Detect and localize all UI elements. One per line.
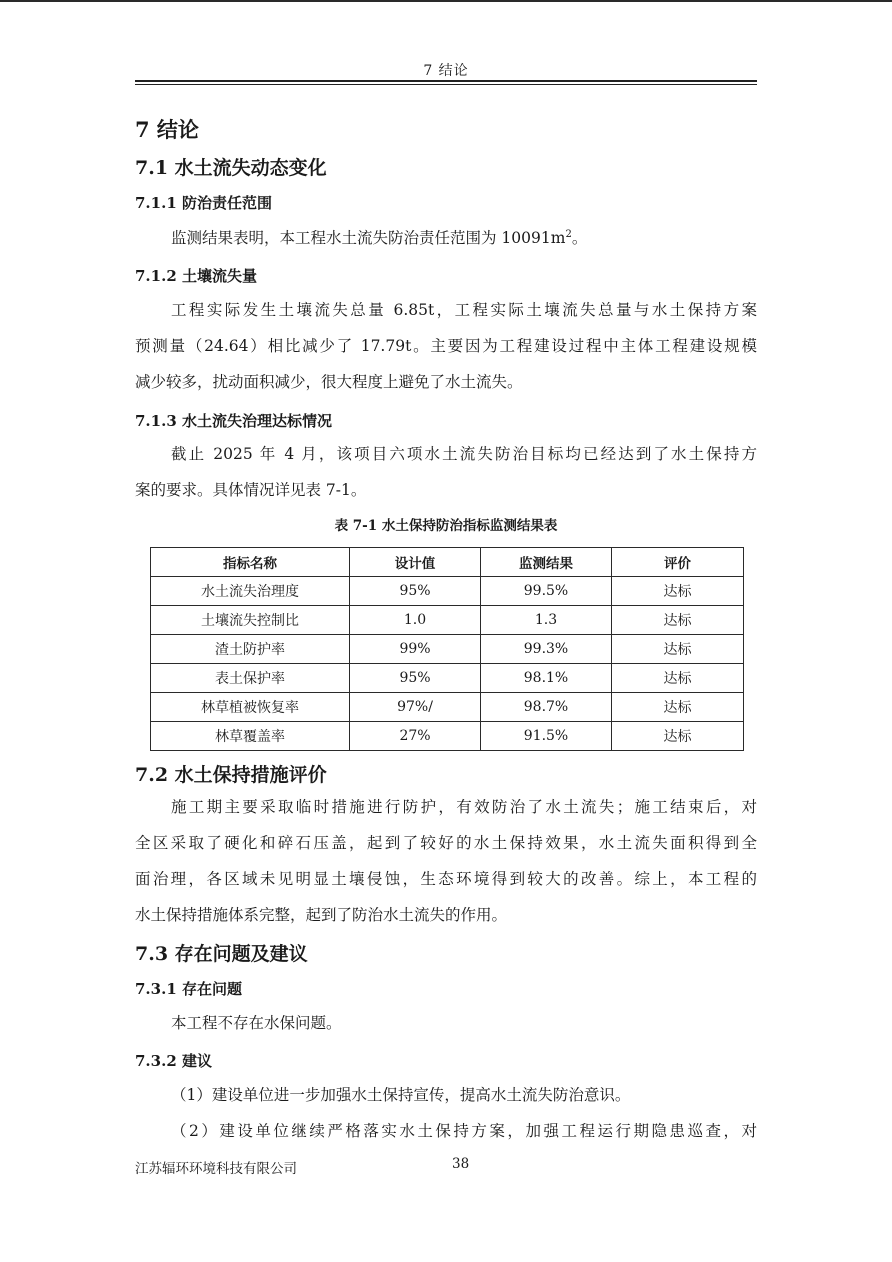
table-row <box>151 664 744 693</box>
section-7-1-3-paragraph <box>135 436 757 508</box>
paragraph-line: 预测量（24.64）相比减少了 17.79t。主要因为工程建设过程中主体工程建设规模 <box>135 337 757 355</box>
table-row <box>151 577 744 606</box>
header-rule-thick <box>135 80 757 82</box>
table-row <box>151 693 744 722</box>
header-rule-thin <box>135 84 757 85</box>
section-7-3-2-title: 7.3.2 建议 <box>135 1052 212 1070</box>
section-7-1-1-title: 7.1.1 防治责任范围 <box>135 194 272 212</box>
table-cell: 达标 <box>612 722 744 751</box>
section-7-1-1-paragraph <box>135 220 757 256</box>
table-row <box>151 635 744 664</box>
table-cell: 99.3% <box>481 635 612 664</box>
paragraph-line: 面治理，各区域未见明显土壤侵蚀，生态环境得到较大的改善。综上，本工程的 <box>135 870 757 888</box>
table-cell: 99.5% <box>481 577 612 606</box>
table-caption: 表 7-1 水土保持防治指标监测结果表 <box>334 518 558 534</box>
table-row <box>151 606 744 635</box>
table-row <box>151 722 744 751</box>
paragraph-line: 案的要求。具体情况详见表 7-1。 <box>135 481 367 499</box>
chapter-title: 7 结论 <box>135 117 199 142</box>
table-cell: 91.5% <box>481 722 612 751</box>
section-7-2-paragraph <box>135 789 757 933</box>
footer-company: 江苏辐环环境科技有限公司 <box>135 1161 297 1177</box>
table-header-cell: 指标名称 <box>151 548 350 577</box>
table-cell: 98.1% <box>481 664 612 693</box>
table-cell: 95% <box>350 664 481 693</box>
table-header-row <box>151 548 744 577</box>
paragraph-line: 工程实际发生土壤流失总量 6.85t，工程实际土壤流失总量与水土保持方案 <box>171 301 757 319</box>
table-cell: 98.7% <box>481 693 612 722</box>
table-cell: 达标 <box>612 635 744 664</box>
table-cell: 渣土防护率 <box>151 635 350 664</box>
table-cell: 林草植被恢复率 <box>151 693 350 722</box>
table-cell: 99% <box>350 635 481 664</box>
table-header-cell: 监测结果 <box>481 548 612 577</box>
table-cell: 土壤流失控制比 <box>151 606 350 635</box>
page-number: 38 <box>452 1156 470 1172</box>
table-cell: 95% <box>350 577 481 606</box>
suggestion-item: （2）建设单位继续严格落实水土保持方案，加强工程运行期隐患巡查，对 <box>171 1122 757 1140</box>
table-cell: 97%/ <box>350 693 481 722</box>
paragraph-line: 本工程不存在水保问题。 <box>171 1014 342 1032</box>
section-7-2-title: 7.2 水土保持措施评价 <box>135 764 327 786</box>
section-7-3-1-paragraph <box>135 1005 757 1041</box>
paragraph-line: 全区采取了硬化和碎石压盖，起到了较好的水土保持效果，水土流失面积得到全 <box>135 834 757 852</box>
section-7-1-title: 7.1 水土流失动态变化 <box>135 157 327 179</box>
section-7-3-2-list <box>135 1077 757 1149</box>
paragraph-line: 减少较多，扰动面积减少，很大程度上避免了水土流失。 <box>135 373 523 391</box>
section-7-1-3-title: 7.1.3 水土流失治理达标情况 <box>135 412 332 430</box>
table-cell: 达标 <box>612 664 744 693</box>
section-7-3-title: 7.3 存在问题及建议 <box>135 943 308 965</box>
section-7-1-2-title: 7.1.2 土壤流失量 <box>135 267 257 285</box>
responsibility-text: 监测结果表明，本工程水土流失防治责任范围为 10091m <box>171 229 566 247</box>
suggestion-item: （1）建设单位进一步加强水土保持宣传，提高水土流失防治意识。 <box>171 1086 631 1104</box>
running-header: 7 结论 <box>423 63 469 79</box>
table-cell: 27% <box>350 722 481 751</box>
table-cell: 1.0 <box>350 606 481 635</box>
table-header-cell: 评价 <box>612 548 744 577</box>
table-cell: 水土流失治理度 <box>151 577 350 606</box>
table-cell: 林草覆盖率 <box>151 722 350 751</box>
section-7-1-2-paragraph <box>135 292 757 400</box>
table-cell: 表土保护率 <box>151 664 350 693</box>
paragraph-line: 水土保持措施体系完整，起到了防治水土流失的作用。 <box>135 906 508 924</box>
top-border-line <box>0 0 892 2</box>
paragraph-line: 施工期主要采取临时措施进行防护，有效防治了水土流失；施工结束后，对 <box>171 798 757 816</box>
section-7-3-1-title: 7.3.1 存在问题 <box>135 980 242 998</box>
table-cell: 达标 <box>612 693 744 722</box>
table-header-cell: 设计值 <box>350 548 481 577</box>
paragraph-line: 截止 2025 年 4 月，该项目六项水土流失防治目标均已经达到了水土保持方 <box>171 445 757 463</box>
area-unit-superscript: 2 <box>565 229 572 240</box>
indicator-table <box>150 547 744 751</box>
table-cell: 达标 <box>612 577 744 606</box>
table-cell: 1.3 <box>481 606 612 635</box>
table-cell: 达标 <box>612 606 744 635</box>
responsibility-text-end: 。 <box>571 229 588 247</box>
